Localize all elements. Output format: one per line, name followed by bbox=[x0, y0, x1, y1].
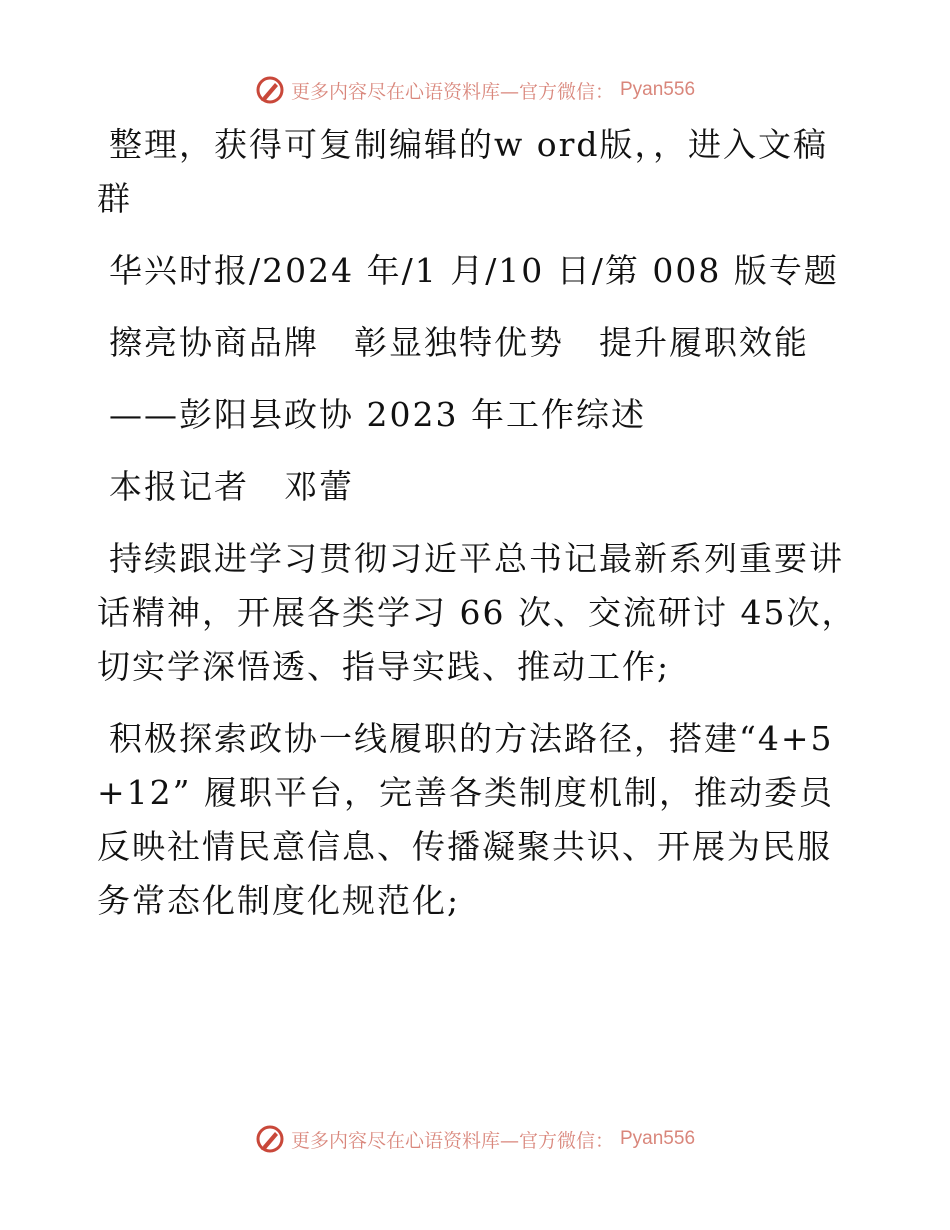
pen-logo-icon bbox=[255, 75, 285, 105]
watermark-footer bbox=[0, 1121, 950, 1157]
source-line: 华兴时报/2024 年/1 月/10 日/第 008 版专题 bbox=[109, 251, 839, 290]
watermark-wechat-id: Pyan556 bbox=[620, 79, 696, 100]
watermark-text: 更多内容尽在心语资料库—官方微信： bbox=[290, 80, 614, 103]
pen-logo-icon bbox=[255, 1124, 285, 1154]
watermark-text: 更多内容尽在心语资料库—官方微信： bbox=[290, 1129, 614, 1152]
watermark-header bbox=[0, 72, 950, 108]
article-subtitle: ——彭阳县政协 2023 年工作综述 bbox=[109, 395, 646, 434]
byline: 本报记者 邓蕾 bbox=[109, 467, 354, 506]
article-title: 擦亮协商品牌 彰显独特优势 提升履职效能 bbox=[109, 323, 809, 362]
article-body bbox=[97, 118, 857, 928]
body-paragraph: 持续跟进学习贯彻习近平总书记最新系列重要讲话精神，开展各类学习 66 次、交流研讨 45次，切实学深悟透、指导实践、推动工作; bbox=[97, 539, 857, 686]
intro-paragraph: 整理，获得可复制编辑的w ord版，，进入文稿群 bbox=[97, 125, 829, 218]
body-paragraph: 积极探索政协一线履职的方法路径，搭建“4+5+12” 履职平台，完善各类制度机制，推动委员反映社情民意信息、传播凝聚共识、开展为民服务常态化制度化规范化; bbox=[97, 719, 835, 920]
watermark-wechat-id: Pyan556 bbox=[620, 1128, 696, 1149]
